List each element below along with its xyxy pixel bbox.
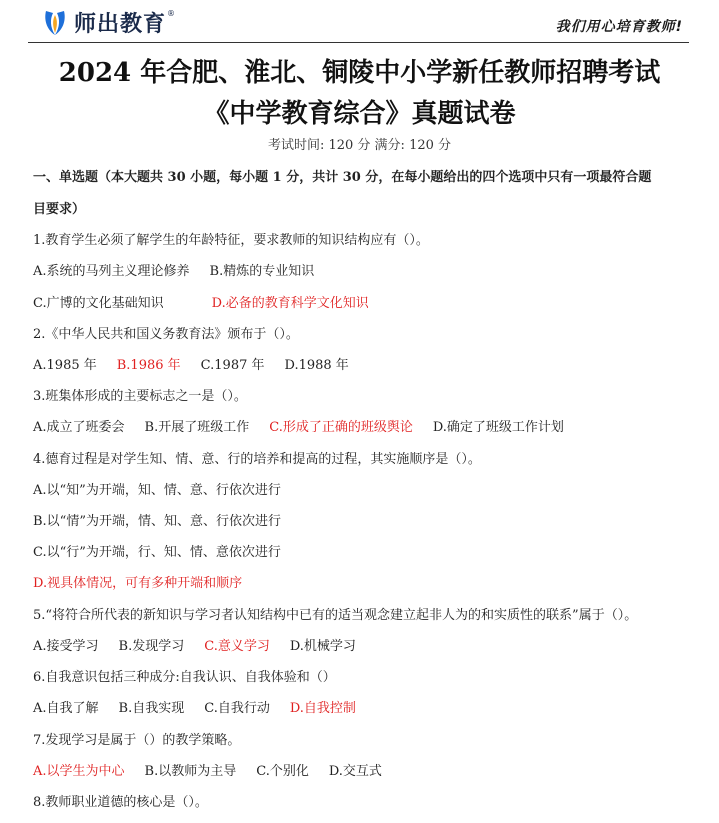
- registered-mark: ®: [167, 8, 176, 18]
- exam-meta: 考试时间: 120 分 满分: 120 分: [267, 138, 452, 153]
- option-row: [33, 354, 369, 373]
- option-row: [33, 635, 376, 654]
- option-row: [33, 292, 389, 311]
- brand-logo: [42, 7, 175, 37]
- option: B.以教师为主导: [144, 764, 237, 779]
- question-stem: 4.德育过程是对学生知、情、意、行的培养和提高的过程，其实施顺序是（）。: [33, 452, 481, 467]
- page-header: [0, 0, 719, 44]
- section-heading-cont: 目要求）: [33, 202, 86, 217]
- option-row: [33, 260, 334, 279]
- exam-subtitle: 《中学教育综合》真题试卷: [203, 99, 516, 129]
- option: A.自我了解: [33, 701, 99, 716]
- option: B.精炼的专业知识: [209, 264, 315, 279]
- logo-text: 师出教育: [74, 11, 167, 37]
- correct-option: C.意义学习: [204, 639, 270, 654]
- option: A.系统的马列主义理论修养: [33, 264, 190, 279]
- question-stem: 7.发现学习是属于（）的教学策略。: [33, 733, 241, 748]
- header-divider: [28, 42, 689, 43]
- question-stem: 8.教师职业道德的核心是（）。: [33, 795, 208, 810]
- correct-option: B.1986 年: [116, 358, 181, 373]
- option: A.接受学习: [33, 639, 99, 654]
- correct-option: D.视具体情况，可有多种开端和顺序: [33, 576, 243, 591]
- correct-option: A.以学生为中心: [33, 764, 125, 779]
- correct-option: C.形成了正确的班级舆论: [269, 420, 413, 435]
- option: A.1985 年: [33, 358, 97, 373]
- option: C.自我行动: [204, 701, 270, 716]
- option: B.以“情”为开端，情、知、意、行依次进行: [33, 514, 281, 529]
- option: D.确定了班级工作计划: [432, 420, 564, 435]
- question-stem: 3.班集体形成的主要标志之一是（）。: [33, 389, 247, 404]
- option: C.1987 年: [200, 358, 265, 373]
- option: D.机械学习: [289, 639, 356, 654]
- option: B.自我实现: [118, 701, 185, 716]
- option-row: [33, 697, 376, 716]
- option: B.开展了班级工作: [144, 420, 250, 435]
- option: B.发现学习: [118, 639, 185, 654]
- question-stem: 2.《中华人民共和国义务教育法》颁布于（）。: [33, 327, 299, 342]
- option: A.成立了班委会: [33, 420, 125, 435]
- question-stem: 1.教育学生必须了解学生的年龄特征，要求教师的知识结构应有（）。: [33, 233, 429, 248]
- option: C.个别化: [256, 764, 309, 779]
- option: D.1988 年: [284, 358, 349, 373]
- section-heading: 一、单选题（本大题共 30 小题，每小题 1 分，共计 30 分，在每小题给出的四个选项中只有一项最符合题: [33, 170, 652, 185]
- exam-title: 2024 年合肥、淮北、铜陵中小学新任教师招聘考试: [58, 58, 661, 88]
- correct-option: D.自我控制: [289, 701, 356, 716]
- correct-option: D.必备的教育科学文化知识: [211, 296, 369, 311]
- option-row: [33, 416, 584, 435]
- question-stem: 6.自我意识包括三种成分:自我认识、自我体验和（）: [33, 670, 336, 685]
- question-stem: 5.“将符合所代表的新知识与学习者认知结构中已有的适当观念建立起非人为的和实质性的联系”属于（）。: [33, 608, 638, 623]
- option: A.以“知”为开端，知、情、意、行依次进行: [33, 483, 281, 498]
- option: D.交互式: [328, 764, 382, 779]
- option: C.广博的文化基础知识: [33, 296, 164, 311]
- flame-logo-icon: [42, 7, 68, 37]
- option-row: [33, 760, 402, 779]
- slogan: 我们用心培育教师!: [555, 19, 683, 35]
- option: C.以“行”为开端，行、知、情、意依次进行: [33, 545, 281, 560]
